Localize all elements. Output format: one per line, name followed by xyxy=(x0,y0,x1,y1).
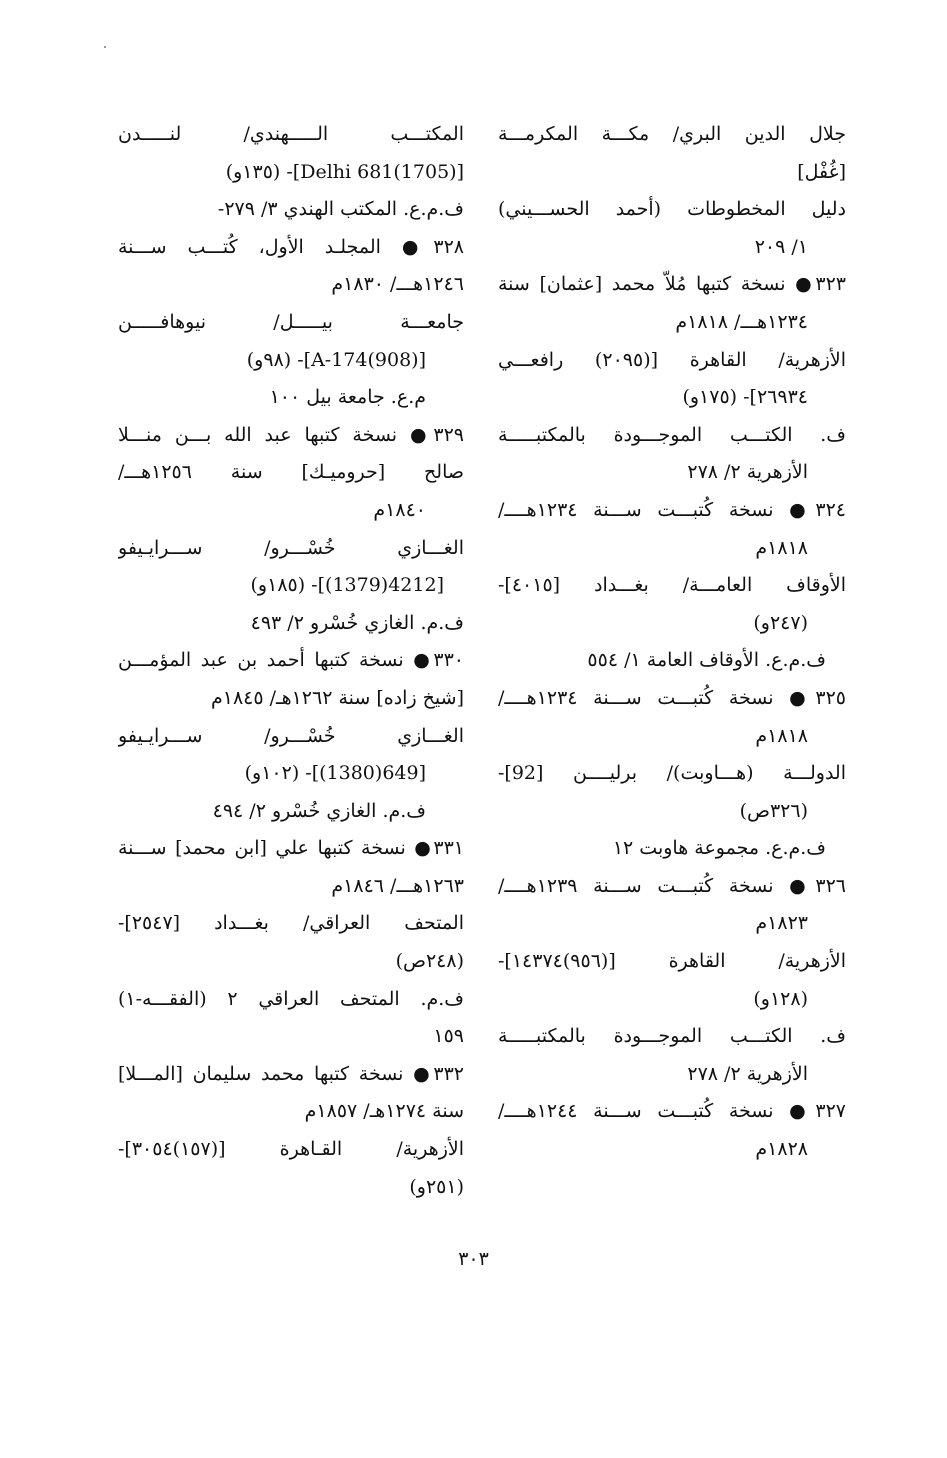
text-line: [Delhi 681(1705)]- (١٣٥و) xyxy=(225,160,464,183)
text-line: الأزهرية/ القـاهرة [(١٥٧)٣٠٥٤]- xyxy=(118,1138,464,1161)
text-line: ٣٢٣● نسخة كتبها مُلاّ محمد [عثمان] سنة xyxy=(498,273,846,296)
text-line: ٢٦٩٣٤]- (١٧٥و) xyxy=(682,386,808,409)
text-line: ١٨٤٠م xyxy=(373,498,426,521)
text-line: ٣٢٤● نسخة كُتبـــت ســـنة ١٢٣٤هــــ/ xyxy=(498,498,846,521)
text-line: ف. الكتـــب الموجـــودة بالمكتبـــــة xyxy=(498,423,846,446)
left-text-column xyxy=(118,116,464,1206)
text-line: ١٨٢٣م xyxy=(755,912,808,935)
text-line: ٣٣١● نسخة كتبها علي [ابن محمد] ســـنة xyxy=(118,837,464,860)
text-line: ١٢٦٣هـــ/ ١٨٤٦م xyxy=(331,874,464,897)
text-line: (٣٢٦ص) xyxy=(739,799,808,822)
text-line: ف.م.ع. مجموعة هاوبت ١٢ xyxy=(612,837,826,860)
text-line: الدولـــة (هـــاوبت)/ برليــــن [92]- xyxy=(498,762,846,785)
text-line: ف.م. المتحف العراقي ٢ (الفقـــه-١) xyxy=(118,987,464,1010)
text-line: ف.م. الغازي خُسْرو ٢/ ٤٩٣ xyxy=(250,611,464,634)
text-line: [غُفْل] xyxy=(797,160,846,183)
text-line: (٢٥١و) xyxy=(409,1175,464,1198)
text-line: ف.م.ع. المكتب الهندي ٣/ ٢٧٩- xyxy=(217,198,464,221)
text-line: جامعـــة بيـــــل/ نيوهافـــــن xyxy=(118,310,464,333)
text-line: جلال الدين البري/ مكـــة المكرمـــة xyxy=(498,123,846,145)
text-line: ٣٣٠● نسخة كتبها أحمد بن عبد المؤمـــن xyxy=(118,649,464,672)
text-line: ٣٢٩● نسخة كتبها عبد الله بـــن منـــلا xyxy=(118,423,464,446)
text-line: الأزهرية ٢/ ٢٧٨ xyxy=(687,461,808,484)
text-line: ١٢٣٤هـــ/ ١٨١٨م xyxy=(675,310,808,333)
text-line: [649(1380)]- (١٠٢و) xyxy=(244,762,426,785)
text-line: ف. الكتـــب الموجـــودة بالمكتبـــــة xyxy=(498,1025,846,1048)
text-line: م.ع. جامعة بيل ١٠٠ xyxy=(269,386,426,409)
text-line: المتحف العراقي/ بغـــداد [٢٥٤٧]- xyxy=(118,912,464,935)
text-line: ٣٢٦● نسخة كُتبـــت ســـنة ١٢٣٩هــــ/ xyxy=(498,874,846,897)
text-line: (٢٤٨ص) xyxy=(395,950,464,973)
text-line: ١٥٩ xyxy=(433,1025,464,1048)
text-line: دليل المخطوطات (أحمد الحســـيني) xyxy=(498,198,846,221)
text-line: (٢٤٧و) xyxy=(753,611,808,634)
text-line: [A-174(908)]- (٩٨و) xyxy=(246,348,426,371)
text-line: ٣٢٥● نسخة كُتبـــت ســـنة ١٢٣٤هــــ/ xyxy=(498,686,846,709)
text-line: ٣٣٢● نسخة كتبها محمد سليمان [المـــلا] xyxy=(118,1062,464,1085)
text-line: ١٨٢٨م xyxy=(755,1138,808,1161)
text-line: [4212(1379)]- (١٨٥و) xyxy=(250,574,444,597)
text-line: الأزهرية ٢/ ٢٧٨ xyxy=(687,1062,808,1085)
text-line: (١٢٨و) xyxy=(753,987,808,1010)
page-number: ٣٠٣ xyxy=(458,1248,489,1270)
text-line: ٣٢٧● نسخة كُتبـــت ســـنة ١٢٤٤هــــ/ xyxy=(498,1100,846,1123)
text-line: ١/ ٢٠٩ xyxy=(754,235,808,258)
text-line: ١٨١٨م xyxy=(755,724,808,747)
text-line: المكتـــب الـــــهندي/ لنـــــدن xyxy=(118,123,464,145)
text-line: صالح [حروميـك] سنة ١٢٥٦هـــ/ xyxy=(118,461,464,484)
text-line: ف.م. الغازي خُسْرو ٢/ ٤٩٤ xyxy=(212,799,426,822)
text-line: الغـــازي خُسْـــرو/ ســـرايـيفو xyxy=(118,724,464,747)
text-line: ١٨١٨م xyxy=(755,536,808,559)
right-text-column xyxy=(498,116,846,1169)
text-line: الأزهرية/ القاهرة [(٩٥٦)١٤٣٧٤]- xyxy=(498,950,846,973)
text-line: الأوقاف العامـــة/ بغـــداد [٤٠١٥]- xyxy=(498,574,846,597)
text-line: ف.م.ع. الأوقاف العامة ١/ ٥٥٤ xyxy=(587,649,826,672)
text-line: ١٢٤٦هـــ/ ١٨٣٠م xyxy=(331,273,464,296)
text-line: الأزهرية/ القاهرة [(٢٠٩٥) رافعـــي xyxy=(498,348,846,371)
text-line: [شيخ زاده] سنة ١٢٦٢هـ/ ١٨٤٥م xyxy=(210,686,464,709)
text-line: الغـــازي خُسْـــرو/ ســـرايـيفو xyxy=(118,536,464,559)
scan-speck xyxy=(104,46,106,48)
text-line: سنة ١٢٧٤هـ/ ١٨٥٧م xyxy=(304,1100,464,1123)
text-line: ٣٢٨● المجلـد الأول، كُتـــب ســـنة xyxy=(118,235,464,258)
